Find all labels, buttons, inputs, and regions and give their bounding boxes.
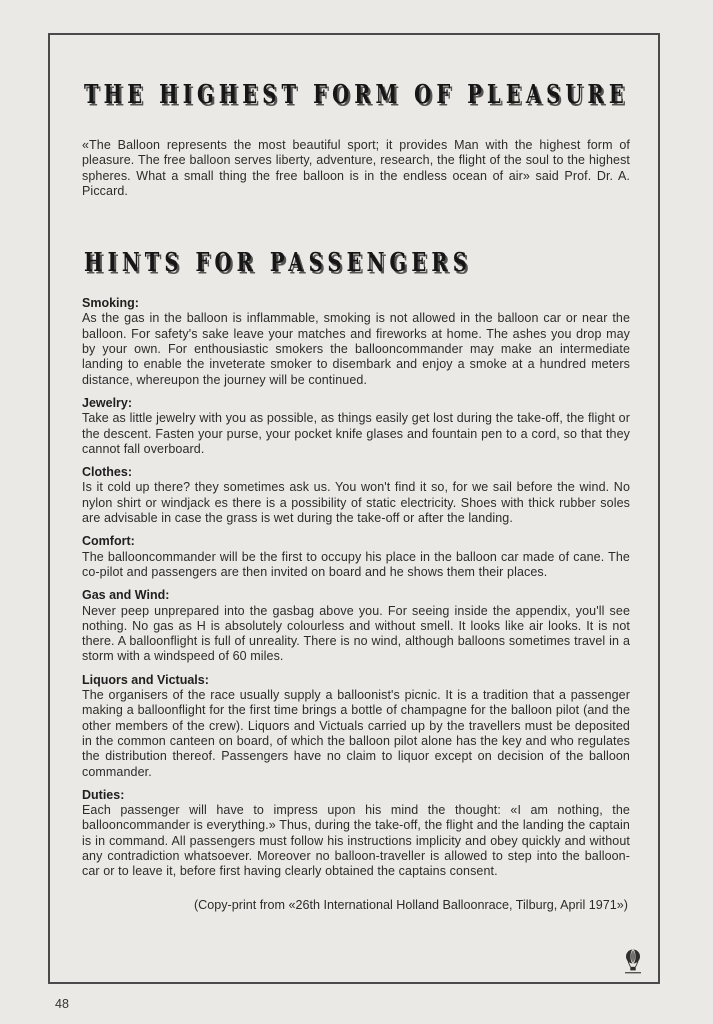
section-smoking bbox=[82, 296, 630, 388]
section-duties bbox=[82, 788, 630, 880]
main-title: THE HIGHEST FORM OF PLEASURE bbox=[84, 79, 629, 110]
section-heading: Duties: bbox=[82, 787, 125, 802]
section-clothes bbox=[82, 465, 630, 526]
hints-title: HINTS FOR PASSENGERS bbox=[84, 247, 472, 278]
section-heading: Jewelry: bbox=[82, 395, 133, 410]
balloon-logo-icon bbox=[621, 948, 645, 975]
section-body: Each passenger will have to impress upon his mind the thought: «I am nothing, the ballooncommander is everything.» Thus, during the take-off, the flight and the landing the captain is in command. All passengers must follow his instructions implicity and obey quickly and without any contradiction whatsoever. Moreover no balloon-traveller is allowed to step into the balloon-car or to leave it, before first having clearly obtained the captains consent. bbox=[82, 803, 630, 879]
section-body: Is it cold up there? they sometimes ask us. You won't find it so, for we sail before the wind. No nylon shirt or windjack es there is a possibility of static electricity. Shoes with thick rubber soles are advisable in case the grass is wet during the take-off or after the landing. bbox=[82, 480, 630, 526]
section-body: Take as little jewelry with you as possible, as things easily get lost during the take-off, the flight or the descent. Fasten your purse, your pocket knife glases and fountain pen to a cord, so that they cannot fall overboard. bbox=[82, 411, 630, 456]
section-heading: Gas and Wind: bbox=[82, 588, 170, 603]
section-liquors-and-victuals bbox=[82, 673, 630, 780]
copy-print-credit: (Copy-print from «26th International Holland Balloonrace, Tilburg, April 1971») bbox=[193, 897, 628, 912]
section-heading: Smoking: bbox=[82, 296, 139, 311]
section-heading: Comfort: bbox=[82, 534, 135, 549]
section-jewelry bbox=[82, 396, 630, 457]
section-body: Never peep unprepared into the gasbag above you. For seeing inside the appendix, you'll see nothing. No gas as H is absolutely colourless and without smell. It looks like air looks. It is not there. A balloonflight is full of unreality. There is no wind, although balloons sometimes travel in a storm with a windspeed of 60 miles. bbox=[82, 603, 630, 664]
page-number: 48 bbox=[55, 997, 69, 1011]
section-gas-and-wind bbox=[82, 588, 630, 664]
section-comfort bbox=[82, 534, 630, 580]
section-heading: Clothes: bbox=[82, 465, 132, 480]
section-body: The organisers of the race usually supply a balloonist's picnic. It is a tradition that a passenger making a balloonflight for the first time brings a bottle of champagne for the balloon pilot (and the other members of the crew). Liquors and Victuals carried up by the travellers must be deposited in the common canteen on board, of which the balloon pilot alone has the key and who regulates the distribution thereof. Passengers have no claim to liquor except on decision of the balloon commander. bbox=[82, 688, 630, 779]
page-border-frame bbox=[48, 33, 660, 984]
intro-quote: «The Balloon represents the most beautiful sport; it provides Man with the highest form of pleasure. The free balloon serves liberty, adventure, research, the flight of the soul to the highest spheres. What a small thing the free balloon is in the endless ocean of air» said Prof. Dr. A. Piccard. bbox=[82, 138, 630, 198]
section-body: As the gas in the balloon is inflammable, smoking is not allowed in the balloon car or near the balloon. For safety's sake leave your matches and fireworks at home. The ashes you drop may by your own. For enthousiastic smokers the ballooncommander may make an intermediate landing to enable the inveterate smoker to disembark and enjoy a smoke at a hundred meters distance, whereupon the journey will be continued. bbox=[82, 311, 630, 387]
section-heading: Liquors and Victuals: bbox=[82, 672, 209, 687]
section-body: The ballooncommander will be the first to occupy his place in the balloon car made of cane. The co-pilot and passengers are then invited on board and he shows them their places. bbox=[82, 549, 630, 579]
